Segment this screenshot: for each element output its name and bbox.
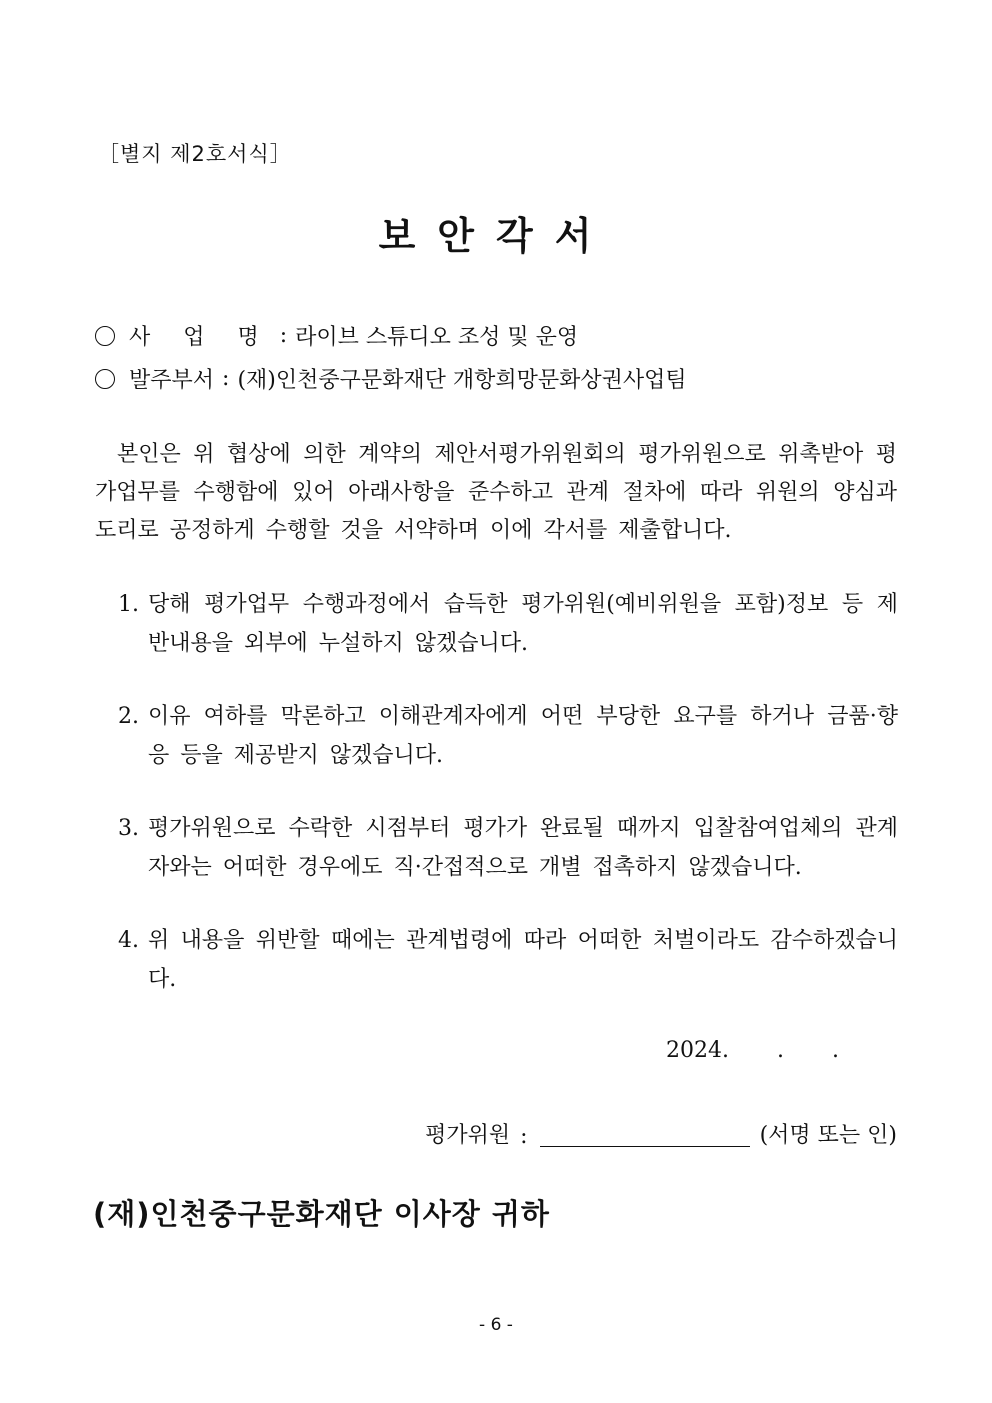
department-separator: : [222,366,230,391]
clause-item [118,585,898,663]
signature-separator: : [520,1124,528,1149]
clause-item [118,809,898,887]
department-line [95,363,687,394]
circle-bullet-icon [95,369,115,389]
addressee: (재)인천중구문화재단 이사장 귀하 [93,1197,550,1231]
department-value: (재)인천중구문화재단 개항희망문화상권사업팀 [237,368,687,393]
clause-text: 위 내용을 위반할 때에는 관계법령에 따라 어떠한 처벌이라도 감수하겠습니다. [148,928,898,992]
clause-item [118,921,898,999]
clause-number: 4. [118,928,139,953]
clause-text: 평가위원으로 수락한 시점부터 평가가 완료될 때까지 입찰참여업체의 관계자와는 어떠한 경우에도 직·간접적으로 개별 접촉하지 않겠습니다. [148,816,898,880]
date-day-dot: . [831,1038,839,1063]
clause-number: 2. [118,704,139,729]
project-separator: : [279,323,288,348]
date-month-dot: . [776,1038,784,1063]
signature-field[interactable] [540,1124,750,1147]
project-label: 사 업 명 [129,325,272,350]
clause-number: 1. [118,592,139,617]
clause-number: 3. [118,816,139,841]
signature-line [425,1118,897,1149]
project-line [95,320,578,351]
clause-item [118,697,898,775]
document-title: 보안각서 [378,214,614,258]
clause-text: 이유 여하를 막론하고 이해관계자에게 어떤 부당한 요구를 하거나 금품·향응 등을 제공받지 않겠습니다. [148,704,898,768]
circle-bullet-icon [95,326,115,346]
clause-text: 당해 평가업무 수행과정에서 습득한 평가위원(예비위원을 포함)정보 등 제반내용을 외부에 누설하지 않겠습니다. [148,592,898,656]
project-value: 라이브 스튜디오 조성 및 운영 [295,325,579,350]
signature-label: 평가위원 [425,1123,511,1148]
form-label: ［별지 제2호서식］ [98,142,292,166]
department-label: 발주부서 [129,368,215,393]
page-number: - 6 - [479,1315,513,1335]
date-year: 2024. [666,1038,729,1063]
signature-suffix: (서명 또는 인) [759,1123,897,1148]
intro-paragraph: 본인은 위 협상에 의한 계약의 제안서평가위원회의 평가위원으로 위촉받아 평가업무를 수행함에 있어 아래사항을 준수하고 관계 절차에 따라 위원의 양심과 도리로 공정하게 수행할 것을 서약하며 이에 각서를 제출합니다. [95,442,897,543]
date-line [666,1038,839,1063]
